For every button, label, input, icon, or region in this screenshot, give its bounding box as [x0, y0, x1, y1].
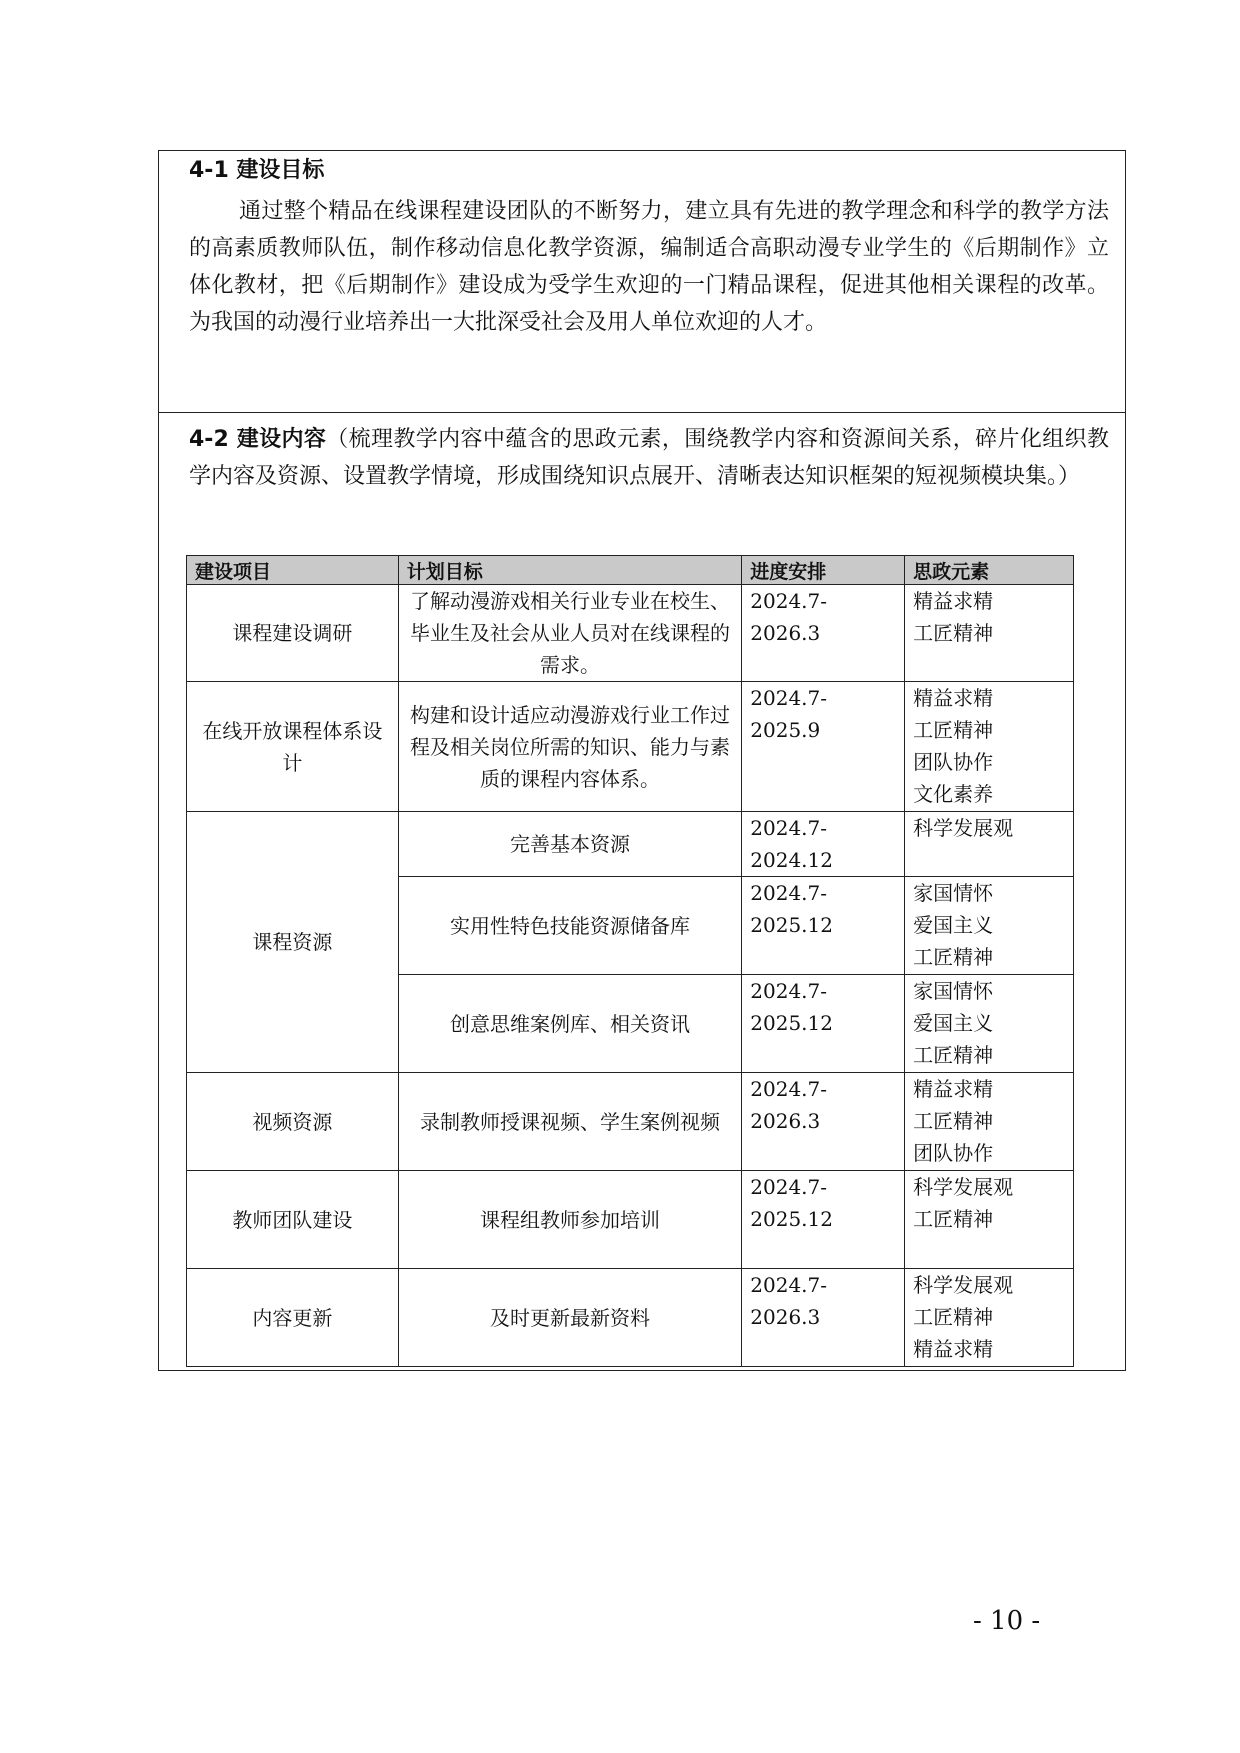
cell-project: 课程资源 — [187, 812, 399, 1073]
cell-elements: 科学发展观 工匠精神 — [905, 1171, 1074, 1269]
cell-goal: 录制教师授课视频、学生案例视频 — [398, 1073, 742, 1171]
cell-goal: 构建和设计适应动漫游戏行业工作过程及相关岗位所需的知识、能力与素质的课程内容体系。 — [398, 682, 742, 812]
construction-plan-table — [186, 555, 1074, 1367]
table-row — [187, 1073, 1074, 1171]
cell-schedule: 2024.7-2025.12 — [742, 975, 905, 1073]
table-row — [187, 1171, 1074, 1269]
section-title: 4-2 建设内容 — [189, 427, 327, 452]
cell-goal: 课程组教师参加培训 — [398, 1171, 742, 1269]
cell-schedule: 2024.7-2024.12 — [742, 812, 905, 877]
table-header-row — [187, 556, 1074, 585]
cell-schedule: 2024.7-2026.3 — [742, 1073, 905, 1171]
cell-goal: 了解动漫游戏相关行业专业在校生、毕业生及社会从业人员对在线课程的需求。 — [398, 585, 742, 682]
cell-project: 课程建设调研 — [187, 585, 399, 682]
cell-schedule: 2024.7-2025.12 — [742, 1171, 905, 1269]
table-row — [187, 585, 1074, 682]
cell-schedule: 2024.7-2026.3 — [742, 585, 905, 682]
cell-schedule: 2024.7-2025.9 — [742, 682, 905, 812]
cell-project: 在线开放课程体系设计 — [187, 682, 399, 812]
header-project: 建设项目 — [187, 556, 399, 585]
table-row — [187, 682, 1074, 812]
page-number: - 10 - — [973, 1606, 1041, 1636]
cell-elements: 家国情怀 爱国主义 工匠精神 — [905, 877, 1074, 975]
cell-project: 内容更新 — [187, 1269, 399, 1367]
cell-elements: 精益求精 工匠精神 团队协作 — [905, 1073, 1074, 1171]
cell-goal: 完善基本资源 — [398, 812, 742, 877]
cell-goal: 及时更新最新资料 — [398, 1269, 742, 1367]
cell-schedule: 2024.7-2026.3 — [742, 1269, 905, 1367]
cell-elements: 科学发展观 工匠精神 精益求精 — [905, 1269, 1074, 1367]
cell-elements: 精益求精 工匠精神 — [905, 585, 1074, 682]
section-text: 通过整个精品在线课程建设团队的不断努力，建立具有先进的教学理念和科学的教学方法的高素质教师队伍，制作移动信息化教学资源，编制适合高职动漫专业学生的《后期制作》立体化教材，把《后期制作》建设成为受学生欢迎的一门精品课程，促进其他相关课程的改革。为我国的动漫行业培养出一大批深受社会及用人单位欢迎的人才。 — [189, 199, 1109, 335]
cell-elements: 科学发展观 — [905, 812, 1074, 877]
table-row — [187, 1269, 1074, 1367]
cell-schedule: 2024.7-2025.12 — [742, 877, 905, 975]
section-title: 4-1 建设目标 — [189, 158, 325, 183]
cell-elements: 精益求精 工匠精神 团队协作 文化素养 — [905, 682, 1074, 812]
cell-elements: 家国情怀 爱国主义 工匠精神 — [905, 975, 1074, 1073]
cell-project: 教师团队建设 — [187, 1171, 399, 1269]
section-construction-goal — [159, 151, 1125, 413]
header-schedule: 进度安排 — [742, 556, 905, 585]
table-row — [187, 812, 1074, 877]
section-paragraph — [189, 421, 1109, 495]
cell-goal: 实用性特色技能资源储备库 — [398, 877, 742, 975]
section-text: （梳理教学内容中蕴含的思政元素，围绕教学内容和资源间关系，碎片化组织教学内容及资源、设置教学情境，形成围绕知识点展开、清晰表达知识框架的短视频模块集。） — [189, 427, 1109, 489]
cell-project: 视频资源 — [187, 1073, 399, 1171]
cell-goal: 创意思维案例库、相关资讯 — [398, 975, 742, 1073]
header-elements: 思政元素 — [905, 556, 1074, 585]
header-goal: 计划目标 — [398, 556, 742, 585]
